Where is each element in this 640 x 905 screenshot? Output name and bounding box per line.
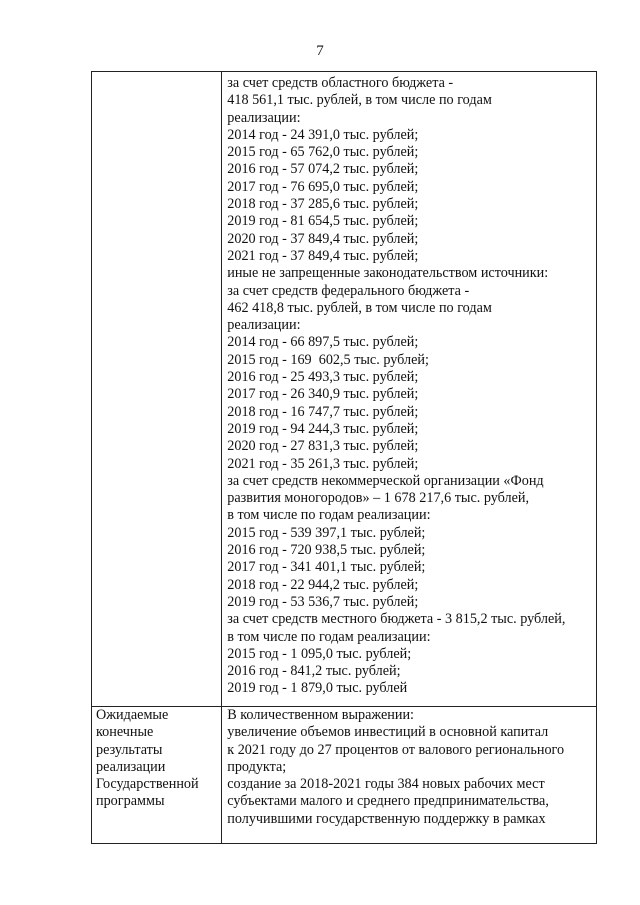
text-line: 2020 год - 27 831,3 тыс. рублей; xyxy=(227,438,419,455)
row-label-cell xyxy=(92,72,222,707)
text-line: 2016 год - 720 938,5 тыс. рублей; xyxy=(227,542,426,559)
text-line: получившими государственную поддержку в рамках xyxy=(227,810,546,827)
text-line: результаты xyxy=(96,741,163,758)
text-line: продукта; xyxy=(227,758,287,775)
text-line: 2019 год - 53 536,7 тыс. рублей; xyxy=(227,593,419,610)
text-line: 2020 год - 37 849,4 тыс. рублей; xyxy=(227,230,419,247)
text-line: увеличение объемов инвестиций в основной капитал xyxy=(227,724,549,741)
table-row xyxy=(92,72,597,707)
text-line: 2015 год - 1 095,0 тыс. рублей; xyxy=(227,645,412,662)
text-line: за счет средств областного бюджета - xyxy=(227,75,454,91)
text-line: в том числе по годам реализации: xyxy=(227,628,431,645)
text-line: 2018 год - 37 285,6 тыс. рублей; xyxy=(227,196,419,213)
text-line: 2016 год - 841,2 тыс. рублей; xyxy=(227,663,401,680)
expected-results-label-cell xyxy=(92,707,222,844)
text-line: программы xyxy=(96,793,165,810)
text-line: за счет средств некоммерческой организации «Фонд xyxy=(227,472,544,489)
text-line: 2015 год - 169 602,5 тыс. рублей; xyxy=(227,351,429,368)
page-number: 7 xyxy=(316,43,324,59)
text-line: 462 418,8 тыс. рублей, в том числе по годам xyxy=(227,299,492,316)
text-line: 2015 год - 65 762,0 тыс. рублей; xyxy=(227,144,419,161)
text-line: 2016 год - 25 493,3 тыс. рублей; xyxy=(227,369,419,386)
text-line: 418 561,1 тыс. рублей, в том числе по годам xyxy=(227,92,492,109)
text-line: 2016 год - 57 074,2 тыс. рублей; xyxy=(227,161,419,178)
financing-sources-cell xyxy=(222,72,597,707)
text-line: 2018 год - 16 747,7 тыс. рублей; xyxy=(227,403,419,420)
text-line: 2019 год - 81 654,5 тыс. рублей; xyxy=(227,213,419,230)
text-line: создание за 2018-2021 годы 384 новых рабочих мест xyxy=(227,776,545,793)
table-row xyxy=(92,707,597,844)
text-line: за счет средств федерального бюджета - xyxy=(227,282,470,299)
text-line: реализации xyxy=(96,758,166,775)
text-line: Государственной xyxy=(96,776,199,793)
text-line: 2014 год - 66 897,5 тыс. рублей; xyxy=(227,334,419,351)
text-line: 2018 год - 22 944,2 тыс. рублей; xyxy=(227,576,419,593)
expected-results-cell xyxy=(222,707,597,844)
text-line: реализации: xyxy=(227,317,301,334)
text-line: реализации: xyxy=(227,109,301,126)
text-line: Ожидаемые xyxy=(96,707,169,723)
text-line: развития моногородов» – 1 678 217,6 тыс. рублей, xyxy=(227,490,530,507)
text-line: 2017 год - 26 340,9 тыс. рублей; xyxy=(227,386,419,403)
passport-table xyxy=(91,71,597,844)
text-line: 2019 год - 94 244,3 тыс. рублей; xyxy=(227,420,419,437)
text-line: в том числе по годам реализации: xyxy=(227,507,431,524)
text-line: 2017 год - 341 401,1 тыс. рублей; xyxy=(227,559,426,576)
text-line: 2021 год - 35 261,3 тыс. рублей; xyxy=(227,455,419,472)
text-line: 2021 год - 37 849,4 тыс. рублей; xyxy=(227,247,419,264)
text-line: 2014 год - 24 391,0 тыс. рублей; xyxy=(227,126,419,143)
text-line: конечные xyxy=(96,724,154,741)
text-line: иные не запрещенные законодательством источники: xyxy=(227,265,549,282)
text-line: В количественном выражении: xyxy=(227,707,414,723)
text-line: 2019 год - 1 879,0 тыс. рублей xyxy=(227,680,408,697)
text-line: субъектами малого и среднего предпринимательства, xyxy=(227,793,549,810)
text-line: за счет средств местного бюджета - 3 815,2 тыс. рублей, xyxy=(227,611,566,628)
text-line: 2017 год - 76 695,0 тыс. рублей; xyxy=(227,178,419,195)
text-line: 2015 год - 539 397,1 тыс. рублей; xyxy=(227,524,426,541)
text-line: к 2021 году до 27 процентов от валового регионального xyxy=(227,741,565,758)
